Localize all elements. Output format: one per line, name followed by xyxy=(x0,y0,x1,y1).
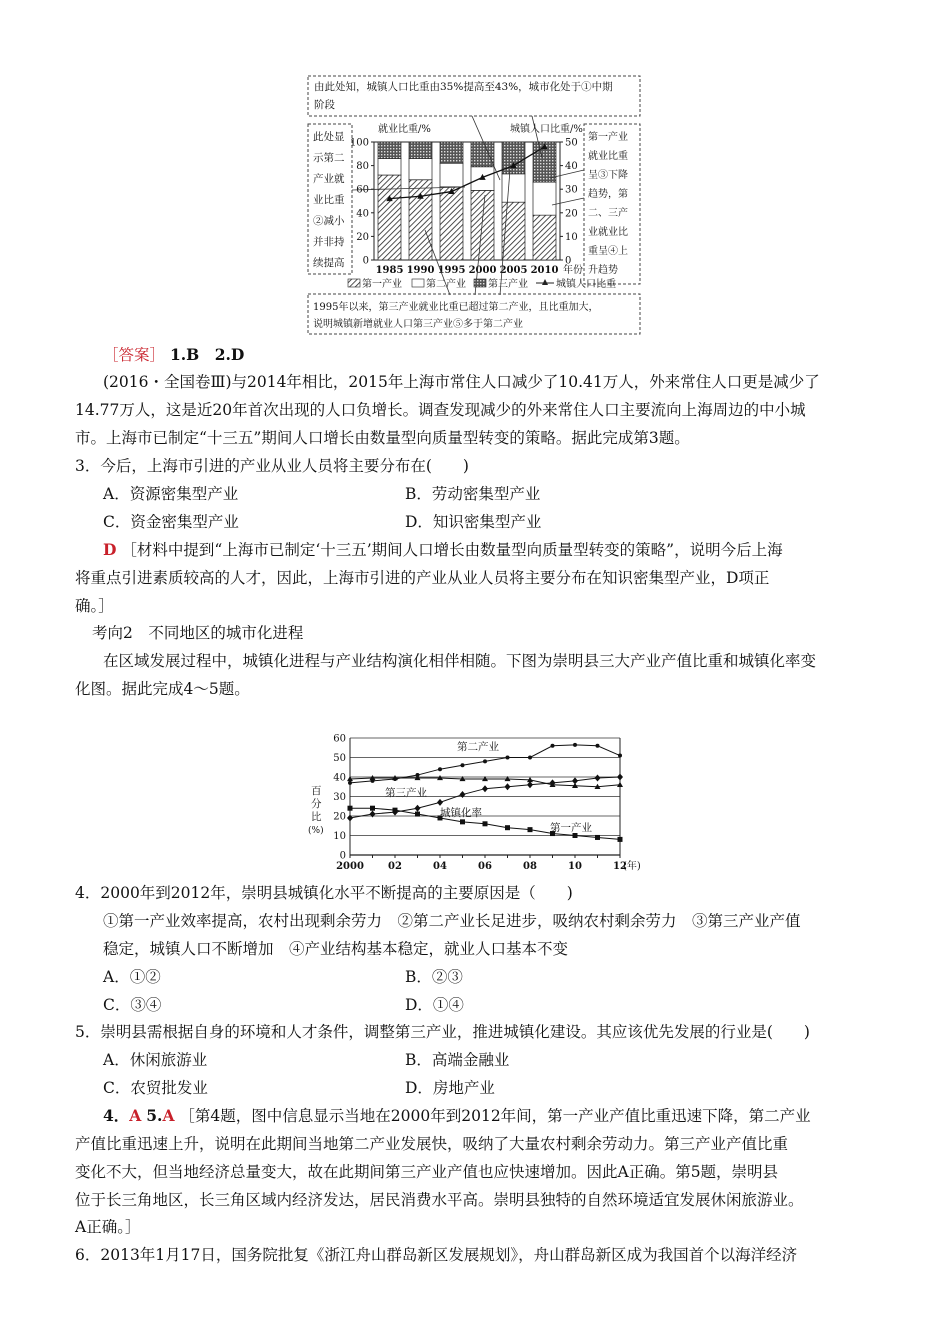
fig1-bars xyxy=(378,142,556,260)
fig2-point-dot xyxy=(618,754,622,758)
answer-45-line1 xyxy=(103,1105,811,1127)
fig2-point-diamond xyxy=(347,814,353,821)
note-left-5: ②减小 xyxy=(313,215,345,227)
fig2-y-tick-label: 50 xyxy=(333,753,346,764)
answer-3-line2: 将重点引进素质较高的人才，因此，上海市引进的产业从业人员将主要分布在知识密集型产业，D项正 xyxy=(75,569,770,587)
fig2-point-square xyxy=(393,808,398,813)
section-heading: 考向2 不同地区的城市化进程 xyxy=(92,624,304,642)
fig2-label-secondary: 第二产业 xyxy=(457,741,499,753)
fig2-label-tertiary: 第三产业 xyxy=(385,787,427,799)
fig2-series-labels xyxy=(385,740,592,834)
note-bottom-line2: 说明城镇新增就业人口第三产业⑤多于第二产业 xyxy=(313,319,523,330)
fig1-x-tick-label: 2005 xyxy=(499,265,528,276)
fig2-ylabel-4: (%) xyxy=(308,826,324,836)
note-right-8: 升趋势 xyxy=(588,265,618,276)
figure2-svg xyxy=(305,728,645,878)
legend-urban-marker xyxy=(542,279,548,285)
fig2-point-square xyxy=(618,837,623,842)
fig2-point-diamond xyxy=(505,783,511,790)
fig2-point-dot xyxy=(461,763,465,767)
fig2-point-square xyxy=(370,806,375,811)
note-right-4: 趋势，第 xyxy=(588,189,628,200)
legend-primary-swatch xyxy=(348,279,360,287)
question-4: 4．2000年到2012年，崇明县城镇化水平不断提高的主要原因是（ ) xyxy=(75,884,573,902)
fig2-point-square xyxy=(415,812,420,817)
fig1-left-tick-label: 20 xyxy=(356,231,369,243)
legend-tertiary-swatch xyxy=(474,279,486,287)
fig2-point-square xyxy=(483,821,488,826)
fig1-bar-primary xyxy=(533,215,556,260)
fig2-point-square xyxy=(460,819,465,824)
note-right-5: 二、三产 xyxy=(588,208,628,219)
answer-45-line3: 变化不大，但当地经济总量变大，故在此期间第三产业产值也应快速增加。因此A正确。第5题，崇明县 xyxy=(75,1163,779,1181)
fig1-legend xyxy=(348,277,616,290)
fig2-ylabel-1: 百 xyxy=(311,785,322,797)
figure1-svg xyxy=(300,70,650,340)
intro2-line1: 在区域发展过程中，城镇化进程与产业结构演化相伴相随。下图为崇明县三大产业产值比重和城镇化率变 xyxy=(103,652,817,670)
fig2-x-tick-label: 02 xyxy=(388,861,402,872)
answer-line xyxy=(103,344,244,366)
fig2-point-diamond xyxy=(370,811,376,818)
fig1-left-tick-label: 100 xyxy=(349,137,369,149)
fig2-point-diamond xyxy=(415,805,421,812)
fig1-ylabel-right: 城镇人口比重/% xyxy=(510,124,583,135)
fig2-y-tick-label: 20 xyxy=(333,811,346,823)
answer-3-text1: ［材料中提到“上海市已制定‘十三五’期间人口增长由数量型向质量型转变的策略”，说明今后上海 xyxy=(121,541,783,559)
fig2-grid xyxy=(333,734,641,873)
answer-5-num: 5. xyxy=(146,1106,163,1125)
fig2-point-diamond xyxy=(482,785,488,792)
fig1-x-labels xyxy=(376,265,559,276)
note-left-7: 续提高 xyxy=(313,257,345,269)
fig2-point-dot xyxy=(596,744,600,748)
note-right-3: 呈③下降 xyxy=(588,170,628,181)
note-right-box xyxy=(584,124,640,284)
fig1-right-tick-label: 40 xyxy=(565,161,578,173)
fig2-point-square xyxy=(595,835,600,840)
note-bottom-line1: 1995年以来，第三产业就业比重已超过第二产业，且比重加大， xyxy=(313,302,599,313)
fig2-point-diamond xyxy=(617,774,623,781)
fig2-y-tick-label: 0 xyxy=(339,850,346,862)
answer-45-line2: 产值比重迅速上升，说明在此期间当地第二产业发展快，吸纳了大量农村剩余劳动力。第三产业产值比重 xyxy=(75,1135,789,1153)
q4-statements-line1: ①第一产业效率提高，农村出现剩余劳力 ②第二产业长足进步，吸纳农村剩余劳力 ③第三产业产值 xyxy=(103,912,801,930)
fig1-left-tick-label: 40 xyxy=(356,208,369,220)
fig1-x-unit: 年份 xyxy=(563,265,583,276)
note-left-3: 产业就 xyxy=(313,173,345,185)
note-right-7: 重呈④上 xyxy=(588,246,628,257)
answer-4-num: 4． xyxy=(103,1106,130,1125)
fig1-bar-tertiary xyxy=(471,142,494,167)
q3-option-d: D．知识密集型产业 xyxy=(405,513,542,531)
fig2-point-dot xyxy=(348,781,352,785)
fig2-x-tick-label: 04 xyxy=(433,861,447,872)
fig2-x-unit: (年) xyxy=(623,861,641,872)
fig2-ylabel-2: 分 xyxy=(311,798,322,810)
q4-option-c: C．③④ xyxy=(103,996,162,1014)
fig1-bar-secondary xyxy=(409,159,432,180)
legend-secondary-swatch xyxy=(412,279,424,287)
fig2-point-dot xyxy=(438,767,442,771)
question-6: 6．2013年1月17日，国务院批复《浙江舟山群岛新区发展规划》，舟山群岛新区成为我国首个以海洋经济 xyxy=(75,1246,798,1264)
legend-urban-label: 城镇人口比重 xyxy=(556,279,616,290)
legend-tertiary-label: 第三产业 xyxy=(488,279,528,290)
answer-45-line4: 位于长三角地区，长三角区域内经济发达，居民消费水平高。崇明县独特的自然环境适宜发展休闲旅游业。 xyxy=(75,1191,804,1209)
fig2-point-triangle xyxy=(617,782,623,787)
fig1-x-tick-label: 1995 xyxy=(437,265,466,276)
answer-3-line1 xyxy=(103,539,783,561)
note-top-line1: 由此处知，城镇人口比重由35%提高至43%，城市化处于①中期 xyxy=(314,81,613,93)
intro2-line2: 化图。据此完成4～5题。 xyxy=(75,680,250,698)
question-5: 5．崇明县需根据自身的环境和人才条件，调整第三产业，推进城镇化建设。其应该优先发展的行业是( ) xyxy=(75,1023,810,1041)
fig1-bar-tertiary xyxy=(409,142,432,159)
fig2-x-tick-label: 10 xyxy=(568,861,582,872)
fig2-x-tick-label: 2000 xyxy=(336,861,364,872)
fig1-x-tick-label: 1985 xyxy=(375,265,404,276)
answer-value: 1.B 2.D xyxy=(169,345,245,364)
question-3: 3．今后，上海市引进的产业从业人员将主要分布在( ) xyxy=(75,457,469,475)
q3-option-c: C．资金密集型产业 xyxy=(103,513,239,531)
legend-secondary-label: 第二产业 xyxy=(426,279,466,290)
chongming-industry-figure xyxy=(305,728,645,878)
q5-option-a: A．休闲旅游业 xyxy=(103,1051,208,1069)
fig2-point-diamond xyxy=(460,791,466,798)
fig2-ylabel-3: 比 xyxy=(311,811,322,823)
fig1-bar-secondary xyxy=(440,163,463,187)
q4-statements-line2: 稳定，城镇人口不断增加 ④产业结构基本稳定，就业人口基本不变 xyxy=(103,940,569,958)
fig2-point-diamond xyxy=(595,774,601,781)
q5-option-d: D．房地产业 xyxy=(405,1079,495,1097)
q5-option-c: C．农贸批发业 xyxy=(103,1079,208,1097)
q4-option-a: A．①② xyxy=(103,968,161,986)
note-left-1: 此处显 xyxy=(313,131,345,143)
fig1-right-tick-label: 20 xyxy=(565,208,578,220)
fig2-point-diamond xyxy=(437,799,443,806)
answer-3-letter: D xyxy=(103,540,117,559)
fig2-y-tick-label: 30 xyxy=(333,792,346,803)
fig1-bar-tertiary xyxy=(440,142,463,163)
fig2-label-primary: 第一产业 xyxy=(550,822,592,834)
note-left-4: 业比重 xyxy=(313,194,345,206)
fig1-x-tick-label: 2000 xyxy=(468,265,497,276)
q3-option-a: A．资源密集型产业 xyxy=(103,485,239,503)
fig2-ylabel xyxy=(308,785,324,836)
fig1-right-tick-label: 50 xyxy=(565,137,578,149)
fig1-bar-primary xyxy=(378,175,401,260)
fig1-x-tick-label: 1990 xyxy=(406,265,435,276)
fig2-y-tick-label: 60 xyxy=(333,733,346,745)
fig2-point-dot xyxy=(528,756,532,760)
note-right-6: 业就业比 xyxy=(588,227,628,238)
fig2-point-diamond xyxy=(527,781,533,788)
note-right-2: 就业比重 xyxy=(588,151,628,162)
fig2-label-urban: 城镇化率 xyxy=(440,807,482,819)
fig1-ylabel-left: 就业比重/% xyxy=(378,124,431,135)
note-left-6: 并非持 xyxy=(313,236,345,248)
q4-option-d: D．①④ xyxy=(405,996,464,1014)
fig1-right-tick-label: 30 xyxy=(565,184,578,196)
fig2-point-diamond xyxy=(572,777,578,784)
note-top-line2: 阶段 xyxy=(314,99,335,111)
employment-urbanization-figure xyxy=(300,70,650,340)
answer-5-letter: A xyxy=(162,1106,175,1125)
fig2-point-dot xyxy=(551,744,555,748)
fig1-x-tick-label: 2010 xyxy=(530,265,559,276)
fig1-bar-primary xyxy=(409,180,432,260)
answer-tag: ［答案］ xyxy=(103,346,166,364)
intro1-line2: 14.77万人，这是近20年首次出现的人口负增长。调查发现减少的外来常住人口主要流向上海周边的中小城 xyxy=(75,401,806,419)
fig2-point-dot xyxy=(483,759,487,763)
legend-primary-label: 第一产业 xyxy=(362,279,402,290)
intro1-line1: (2016・全国卷Ⅲ)与2014年相比，2015年上海市常住人口减少了10.41万人，外来常住人口更是减少了 xyxy=(103,373,820,391)
fig1-bar-secondary xyxy=(533,182,556,215)
fig1-right-tick-label: 10 xyxy=(565,231,578,243)
fig1-right-tick-label: 0 xyxy=(565,255,572,267)
fig1-bar-tertiary xyxy=(378,142,401,159)
q3-option-b: B．劳动密集型产业 xyxy=(405,485,541,503)
fig2-point-square xyxy=(505,825,510,830)
fig2-x-tick-label: 06 xyxy=(478,861,492,872)
fig2-y-tick-label: 10 xyxy=(333,831,346,842)
intro1-line3: 市。上海市已制定“十三五”期间人口增长由数量型向质量型转变的策略。据此完成第3题。 xyxy=(75,429,690,447)
note-right-1: 第一产业 xyxy=(588,132,628,143)
fig1-bar-secondary xyxy=(502,174,525,202)
q5-option-b: B．高端金融业 xyxy=(405,1051,510,1069)
fig1-left-tick-label: 60 xyxy=(356,184,369,196)
answer-45-line5: A正确。］ xyxy=(75,1218,141,1236)
fig1-left-tick-label: 0 xyxy=(362,255,369,267)
fig2-x-tick-label: 08 xyxy=(523,861,537,872)
fig2-point-dot xyxy=(506,756,510,760)
fig1-bar-primary xyxy=(440,187,463,260)
fig2-point-square xyxy=(528,827,533,832)
fig2-point-square xyxy=(348,806,353,811)
fig2-point-dot xyxy=(573,743,577,747)
answer-45-text1: ［第4题，图中信息显示当地在2000年到2012年间，第一产业产值比重迅速下降，第二产业 xyxy=(179,1107,811,1125)
fig1-left-tick-label: 80 xyxy=(356,161,369,173)
note-left-2: 示第二 xyxy=(313,152,345,164)
q4-option-b: B．②③ xyxy=(405,968,463,986)
fig2-y-tick-label: 40 xyxy=(333,772,346,784)
fig1-bar-primary xyxy=(471,190,494,260)
fig1-plot-frame xyxy=(374,142,560,260)
answer-4-letter: A xyxy=(129,1106,142,1125)
answer-3-line3: 确。］ xyxy=(75,597,114,615)
fig1-bar-secondary xyxy=(378,159,401,176)
fig2-x-tick-label: 12 xyxy=(613,861,627,872)
